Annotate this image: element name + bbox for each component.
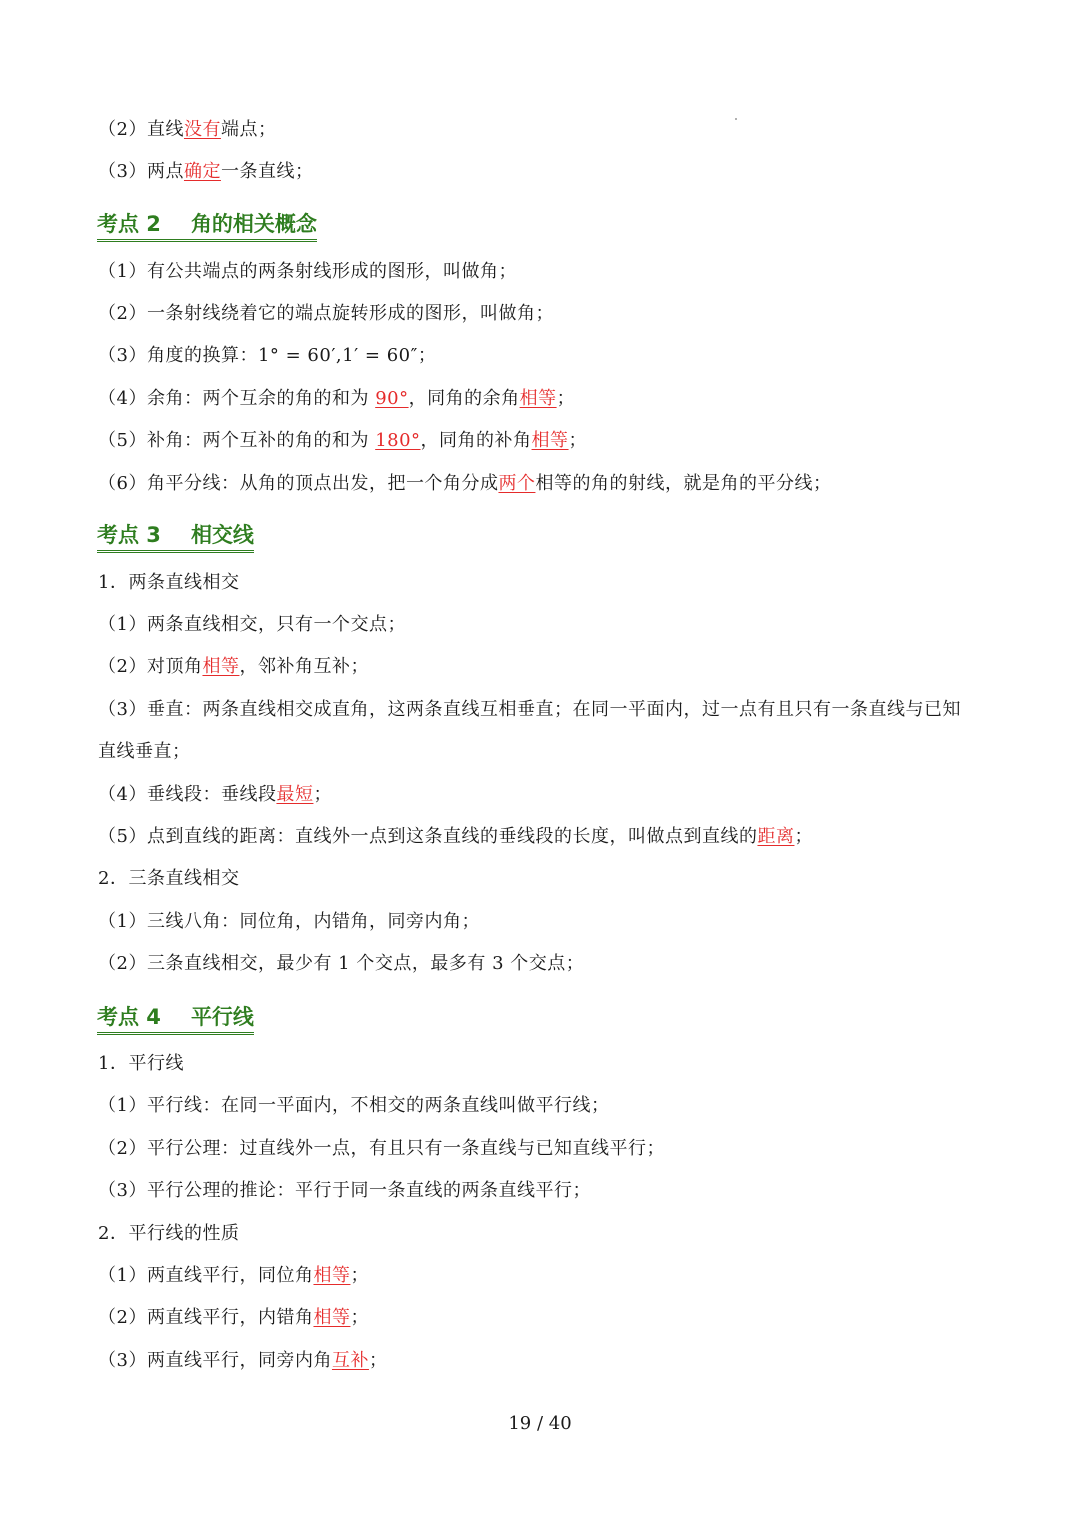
text-line xyxy=(98,952,584,976)
text-segment: （5）补角：两个互补的角的和为 xyxy=(98,430,376,451)
answer-blank: 相等 xyxy=(202,656,240,677)
text-segment: ； xyxy=(368,1350,388,1371)
text-line xyxy=(98,910,480,934)
text-line xyxy=(98,118,276,142)
text-line xyxy=(98,429,587,453)
text-line xyxy=(98,783,332,807)
answer-blank: 确定 xyxy=(183,161,221,182)
text-segment: （2）两直线平行，内错角 xyxy=(98,1307,314,1328)
text-segment: （5）点到直线的距离：直线外一点到这条直线的垂线段的长度，叫做点到直线的 xyxy=(98,826,758,847)
answer-blank: 相等 xyxy=(313,1307,351,1328)
answer-blank: 相等 xyxy=(531,430,569,451)
answer-blank: 180° xyxy=(375,430,421,451)
text-segment: （3）垂直：两条直线相交成直角，这两条直线互相垂直；在同一平面内，过一点有且只有一条直线与已知 xyxy=(98,699,961,720)
text-segment: ，同角的补角 xyxy=(420,430,532,451)
text-segment: （4）垂线段：垂线段 xyxy=(98,784,277,805)
answer-blank: 90° xyxy=(375,388,409,409)
text-line xyxy=(98,571,239,595)
text-segment: （1）两直线平行，同位角 xyxy=(98,1265,314,1286)
text-segment: 1．两条直线相交 xyxy=(98,572,240,593)
section-number: 考点 3 xyxy=(97,523,161,547)
text-segment: （6）角平分线：从角的顶点出发，把一个角分成 xyxy=(98,473,499,494)
text-segment: 端点； xyxy=(220,119,277,140)
text-line xyxy=(98,1306,369,1330)
text-segment: 2．三条直线相交 xyxy=(98,868,240,889)
text-line xyxy=(98,1349,387,1373)
text-segment: （2）直线 xyxy=(98,119,184,140)
text-segment: （2）平行公理：过直线外一点，有且只有一条直线与已知直线平行； xyxy=(98,1138,665,1159)
text-segment: ； xyxy=(350,1307,369,1328)
text-line xyxy=(98,1264,369,1288)
text-line xyxy=(98,867,239,891)
text-segment: 一条直线； xyxy=(220,161,314,182)
text-line xyxy=(98,387,575,411)
text-line xyxy=(98,1052,184,1076)
text-segment: （3）两点 xyxy=(98,161,184,182)
section-heading xyxy=(97,1003,254,1035)
section-title: 平行线 xyxy=(190,1005,254,1029)
text-segment: 2．平行线的性质 xyxy=(98,1223,240,1244)
section-heading xyxy=(97,210,317,242)
section-number: 考点 4 xyxy=(97,1005,161,1029)
text-line xyxy=(98,1137,665,1161)
text-segment: ，邻补角互补； xyxy=(239,656,369,677)
text-line xyxy=(98,613,406,637)
answer-blank: 两个 xyxy=(498,473,536,494)
text-line xyxy=(98,740,191,764)
text-segment: （1）平行线：在同一平面内，不相交的两条直线叫做平行线； xyxy=(98,1095,610,1116)
text-line xyxy=(98,260,517,284)
text-line xyxy=(98,302,554,326)
text-segment: ； xyxy=(556,388,576,409)
text-line xyxy=(98,655,369,679)
text-line xyxy=(98,344,436,368)
text-segment: （3）两直线平行，同旁内角 xyxy=(98,1350,332,1371)
text-segment: （1）有公共端点的两条射线形成的图形，叫做角； xyxy=(98,261,517,282)
answer-blank: 相等 xyxy=(313,1265,351,1286)
text-segment: （4）余角：两个互余的角的和为 xyxy=(98,388,376,409)
text-segment: （1）两条直线相交，只有一个交点； xyxy=(98,614,406,635)
text-segment: ； xyxy=(568,430,588,451)
answer-blank: 相等 xyxy=(519,388,557,409)
answer-blank: 互补 xyxy=(331,1350,369,1371)
text-segment: （3）平行公理的推论：平行于同一条直线的两条直线平行； xyxy=(98,1180,591,1201)
text-segment: ； xyxy=(794,826,813,847)
text-segment: ； xyxy=(350,1265,369,1286)
text-segment: 直线垂直； xyxy=(98,741,191,762)
text-segment: 1．平行线 xyxy=(98,1053,184,1074)
section-number: 考点 2 xyxy=(97,212,161,236)
text-segment: （1）三线八角：同位角，内错角，同旁内角； xyxy=(98,911,480,932)
answer-blank: 距离 xyxy=(757,826,795,847)
text-segment: （2）三条直线相交，最少有 1 个交点，最多有 3 个交点； xyxy=(98,953,585,974)
text-segment: （2）对顶角 xyxy=(98,656,203,677)
page-number: 19 / 40 xyxy=(508,1413,572,1434)
answer-blank: 最短 xyxy=(276,784,314,805)
section-title: 相交线 xyxy=(190,523,254,547)
text-segment: ； xyxy=(313,784,332,805)
text-segment: （2）一条射线绕着它的端点旋转形成的图形，叫做角； xyxy=(98,303,554,324)
text-segment: ，同角的余角 xyxy=(408,388,520,409)
text-line xyxy=(98,1222,239,1246)
text-line xyxy=(98,1094,609,1118)
text-line xyxy=(98,825,813,849)
scan-speck xyxy=(735,118,737,120)
text-segment: （3）角度的换算：1° = 60′,1′ = 60″； xyxy=(98,345,437,366)
text-line xyxy=(98,698,961,722)
section-heading xyxy=(97,521,254,553)
answer-blank: 没有 xyxy=(183,119,221,140)
text-line xyxy=(98,1179,591,1203)
text-line xyxy=(98,160,313,184)
text-line xyxy=(98,472,831,496)
text-segment: 相等的角的射线，就是角的平分线； xyxy=(535,473,832,494)
section-title: 角的相关概念 xyxy=(190,212,317,236)
